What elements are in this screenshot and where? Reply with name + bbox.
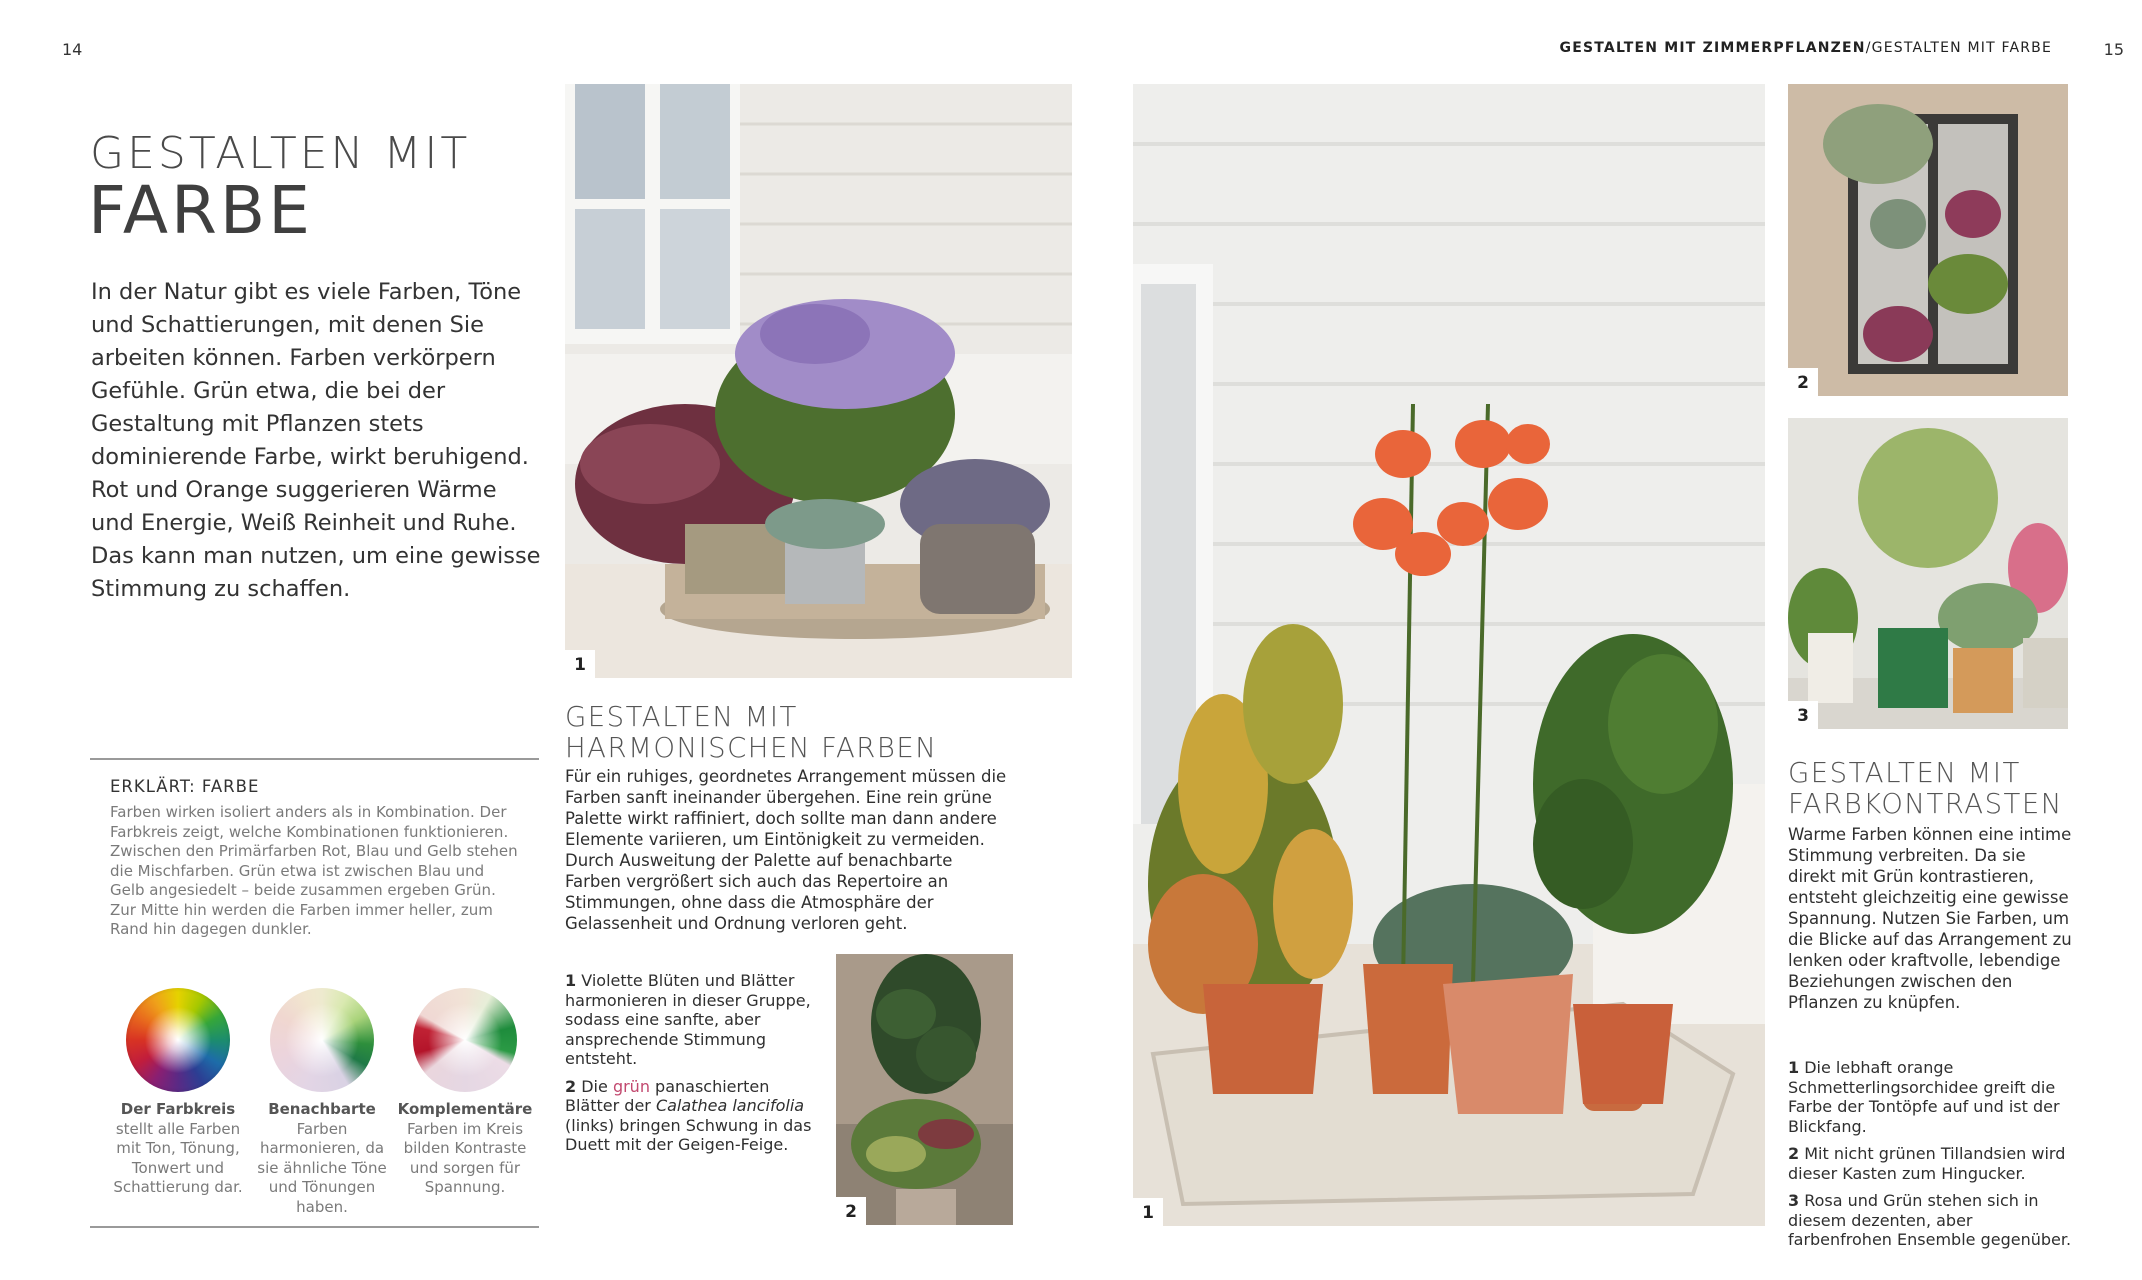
harmonic-text: Für ein ruhiges, geordnetes Arrangement müssen die Farben sanft ineinander übergehen. Eine rein grüne Palette wirkt raffiniert, doch sollte man dann andere Elemente variieren, um Eintönigkeit zu vermeiden. Durch Ausweitung der Palette auf benachbarte Farben vergrößert sich auch das Repertoire an Stimmungen, ohne dass die Atmosphäre der Gelassenheit und Ordnung verloren geht. — [565, 767, 1007, 933]
caption-number: 1 — [565, 971, 577, 990]
contrast-caption-2 — [1788, 1144, 2072, 1183]
contrast-heading-line2: FARBKONTRASTEN — [1788, 788, 2063, 820]
harmonic-captions — [565, 971, 823, 1163]
page-title-line1: GESTALTEN MIT — [90, 128, 471, 179]
running-head — [1560, 40, 2052, 56]
photo-orange-orchid — [1133, 84, 1765, 1226]
harmonic-heading-line2: HARMONISCHEN FARBEN — [565, 732, 938, 764]
caption-italic: Calathea lancifolia — [655, 1096, 805, 1115]
photo-purple-arrangement — [565, 84, 1072, 678]
wheel-caption-3-text: Farben im Kreis bilden Kontraste und sorgen für Spannung. — [403, 1119, 527, 1196]
caption-text: Rosa und Grün stehen sich in diesem dezenten, aber farbenfrohen Ensemble gegenüber. — [1788, 1191, 2072, 1249]
caption-number: 2 — [565, 1076, 577, 1096]
harmonic-heading-line1: GESTALTEN MIT — [565, 701, 798, 733]
wheel-caption-1-text: stellt alle Farben mit Ton, Tönung, Tonwert und Schattierung dar. — [113, 1119, 243, 1196]
caption-text: panaschierten Blätter der — [565, 1076, 770, 1115]
orchid-arrangement-image — [1133, 84, 1765, 1226]
photo-pink-green — [1788, 418, 2068, 729]
intro-text: In der Natur gibt es viele Farben, Töne und Schattierungen, mit denen Sie arbeiten können. Farben verkörpern Gefühle. Grün etwa, die bei der Gestaltung mit Pflanzen stets dominierende Farbe, wirkt beruhigend. Rot und Orange suggerieren Wärme und Energie, Weiß Reinheit und Ruhe. Das kann man nutzen, um eine gewisse Stimmung zu schaffen. — [91, 279, 541, 602]
photo-tag-orchid: 1 — [1133, 1198, 1163, 1226]
contrast-caption-3 — [1788, 1191, 2072, 1250]
harmonic-caption-1 — [565, 971, 823, 1069]
photo-tag-2: 2 — [836, 1197, 866, 1225]
photo-fiddle-fig — [836, 954, 1013, 1225]
harmonic-caption-2 — [565, 1077, 823, 1155]
contrast-captions — [1788, 1058, 2072, 1258]
wheel-caption-2 — [247, 1100, 397, 1217]
photo-tillandsia-box — [1788, 84, 2068, 396]
box-top-rule — [90, 758, 539, 760]
pink-green-image — [1788, 418, 2068, 729]
caption-text: Mit nicht grünen Tillandsien wird dieser Kasten zum Hingucker. — [1788, 1144, 2066, 1183]
caption-highlight: grün — [612, 1076, 650, 1096]
contrast-text: Warme Farben können eine intime Stimmung verbreiten. Da sie direkt mit Grün kontrastieren, entsteht gleichzeitig eine gewisse Spannung. Nutzen Sie Farben, um die Blicke auf das Arrangement zu lenken oder kraftvolle, lebendige Beziehungen zwischen den Pflanzen zu knüpfen. — [1788, 825, 2072, 1012]
page-number-left: 14 — [62, 40, 83, 59]
wheel-caption-3-title: Komplementäre — [397, 1100, 533, 1118]
caption-text: Die lebhaft orange Schmetterlingsorchidee greift die Farbe der Tontöpfe auf und ist der Blickfang. — [1788, 1058, 2060, 1136]
contrast-caption-1 — [1788, 1058, 2072, 1136]
caption-number: 3 — [1788, 1191, 1800, 1210]
box-bottom-rule — [90, 1226, 539, 1228]
photo-tag-1: 1 — [565, 650, 595, 678]
contrast-heading — [1788, 758, 2063, 820]
adjacent-colors-wheel-icon — [270, 988, 374, 1092]
page-number-right: 15 — [2103, 40, 2124, 59]
fiddle-fig-image — [836, 954, 1013, 1225]
caption-text: Die — [581, 1076, 608, 1096]
wheel-caption-2-text: Farben harmonieren, da sie ähnliche Töne und Tönungen haben. — [257, 1119, 387, 1216]
caption-number: 2 — [1788, 1144, 1800, 1163]
running-head-bold: GESTALTEN MIT ZIMMERPFLANZEN — [1559, 40, 1866, 56]
caption-number: 1 — [1788, 1058, 1800, 1077]
caption-text: (links) bringen Schwung in das Duett mit der Geigen-Feige. — [565, 1115, 812, 1154]
complementary-colors-wheel-icon — [413, 988, 517, 1092]
photo-tag-tillandsia: 2 — [1788, 368, 1818, 396]
tillandsia-box-image — [1788, 84, 2068, 396]
explained-title: ERKLÄRT: FARBE — [110, 777, 260, 796]
contrast-heading-line1: GESTALTEN MIT — [1788, 757, 2021, 789]
harmonic-heading — [565, 702, 937, 764]
running-head-light: /GESTALTEN MIT FARBE — [1865, 40, 2052, 56]
wheel-caption-1-title: Der Farbkreis — [120, 1100, 236, 1118]
wheel-caption-2-title: Benachbarte — [268, 1100, 376, 1118]
color-wheel-icon — [126, 988, 230, 1092]
explained-text: Farben wirken isoliert anders als in Kombination. Der Farbkreis zeigt, welche Kombinationen funktionieren. Zwischen den Primärfarben Rot, Blau und Gelb stehen die Mischfarben. Grün etwa ist zwischen Blau und Gelb angesiedelt – beide zusammen ergeben Grün. Zur Mitte hin werden die Farben immer heller, zum Rand hin dagegen dunkler. — [110, 803, 518, 938]
page-title-line2: FARBE — [88, 172, 313, 249]
wheel-caption-3 — [390, 1100, 540, 1198]
photo-tag-pink-green: 3 — [1788, 701, 1818, 729]
caption-text: Violette Blüten und Blätter harmonieren in dieser Gruppe, sodass eine sanfte, aber ansprechende Stimmung entsteht. — [565, 971, 811, 1068]
purple-arrangement-image — [565, 84, 1072, 678]
wheel-caption-1 — [103, 1100, 253, 1198]
